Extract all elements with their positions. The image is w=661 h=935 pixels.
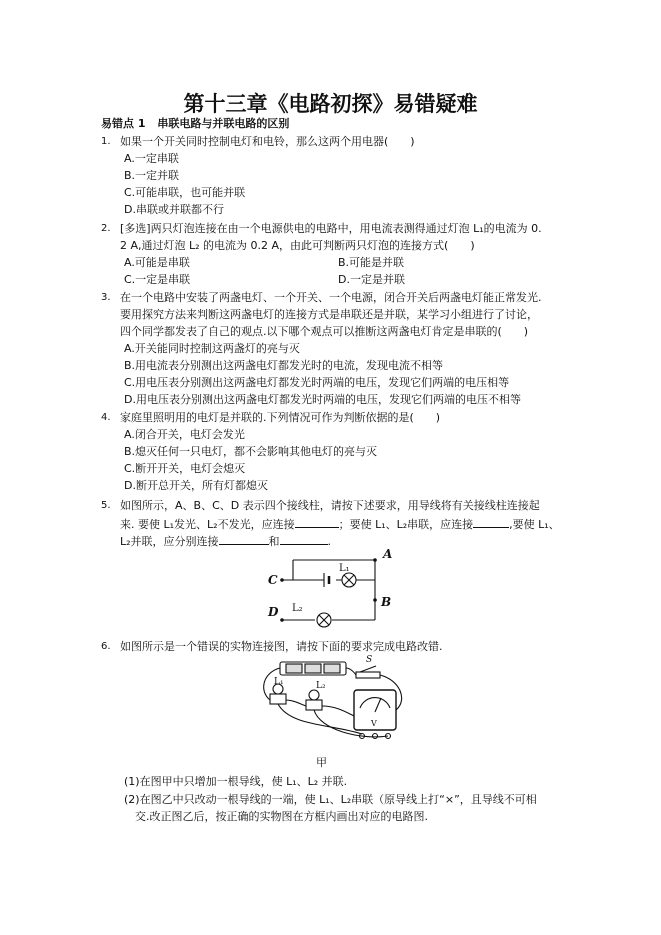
section-heading <box>101 117 289 131</box>
option-c: C.一定是串联 <box>124 273 191 286</box>
question-number: 6. <box>101 641 111 652</box>
option-d: D.串联或并联都不行 <box>124 203 224 216</box>
stem-text: . <box>327 535 332 548</box>
option-a: A.开关能同时控制这两盏灯的亮与灭 <box>124 342 300 355</box>
meter-label: V <box>371 719 377 728</box>
option-b: B.用电流表分别测出这两盏电灯都发光时的电流，发现电流不相等 <box>124 359 444 372</box>
section-label: 易错点 1 <box>101 117 146 130</box>
question-stem-line: [多选]两只灯泡连接在由一个电源供电的电路中，用电流表测得通过灯泡 L₁的电流为 0. <box>120 222 542 235</box>
stem-text: 和 <box>268 535 280 548</box>
figure-caption: 甲 <box>316 756 327 769</box>
section-text: 串联电路与并联电路的区别 <box>157 117 290 130</box>
question-stem: 家庭里照明用的电灯是并联的.下列情况可作为判断依据的是( ) <box>120 411 441 424</box>
voltmeter <box>354 690 396 739</box>
circuit-diagram-q5 <box>260 546 400 638</box>
question-stem: 如图所示是一个错误的实物连接图，请按下面的要求完成电路改错. <box>120 640 443 653</box>
stem-text: L₂并联，应分别连接 <box>120 535 219 548</box>
option-b: B.一定并联 <box>124 169 180 182</box>
label-d: D <box>268 605 279 619</box>
label-s: S <box>366 655 373 665</box>
lamp-l2-holder <box>306 690 322 710</box>
question-stem-line <box>120 516 560 532</box>
subquestion-2: (2)在图乙中只改动一根导线的一端，使 L₁、L₂串联（原导线上打“×”，且导线不可相 <box>124 793 537 806</box>
lamp-l2 <box>317 613 331 627</box>
label-l1: L₁ <box>339 563 350 574</box>
wire <box>322 706 354 716</box>
question-stem: 如果一个开关同时控制电灯和电铃，那么这两个用电器( ) <box>120 135 415 148</box>
stem-text: ,要使 L₁、 <box>509 518 560 531</box>
answer-blank[interactable] <box>219 533 269 545</box>
page-title: 第十三章《电路初探》易错疑难 <box>183 92 478 116</box>
subquestion-1: (1)在图甲中只增加一根导线，使 L₁、L₂ 并联. <box>124 775 348 788</box>
switch <box>356 666 380 678</box>
option-a: A.可能是串联 <box>124 256 190 269</box>
answer-blank[interactable] <box>280 533 328 545</box>
question-stem-line: 四个同学都发表了自己的观点.以下哪个观点可以推断这两盏电灯肯定是串联的( ) <box>120 325 529 338</box>
option-c: C.用电压表分别测出这两盏电灯都发光时两端的电压，发现它们两端的电压相等 <box>124 376 510 389</box>
terminal-b-dot <box>373 598 377 602</box>
label-l2: L₂ <box>292 603 303 614</box>
wire <box>286 700 306 706</box>
stem-text: ；要使 L₁、L₂串联，应连接 <box>338 518 474 531</box>
label-a: A <box>383 547 393 561</box>
question-stem-line: 要用探究方法来判断这两盏电灯的连接方式是串联还是并联，某学习小组进行了讨论， <box>120 308 538 321</box>
option-d: D.断开总开关，所有灯都熄灭 <box>124 479 268 492</box>
lamp-l1-holder <box>270 684 286 704</box>
option-a: A.一定串联 <box>124 152 179 165</box>
label-l2: L₂ <box>316 681 326 691</box>
label-c: C <box>268 573 278 587</box>
question-stem-line: 在一个电路中安装了两盏电灯、一个开关、一个电源，闭合开关后两盏电灯能正常发光. <box>120 291 542 304</box>
terminal-d-dot <box>280 618 284 622</box>
lamp-l1 <box>342 573 356 587</box>
circuit-photo-q6 <box>250 650 420 746</box>
label-l1: L₁ <box>274 677 284 687</box>
question-number: 4. <box>101 412 111 423</box>
wire <box>346 668 356 675</box>
option-d: D.一定是并联 <box>338 273 405 286</box>
option-d: D.用电压表分别测出这两盏电灯都发光时两端的电压，发现它们两端的电压不相等 <box>124 393 521 406</box>
question-number: 3. <box>101 292 111 303</box>
question-stem-line: 如图所示，A、B、C、D 表示四个接线柱，请按下述要求，用导线将有关接线柱连接起 <box>120 499 540 512</box>
question-number: 2. <box>101 223 111 234</box>
option-b: B.熄灭任何一只电灯，都不会影响其他电灯的亮与灭 <box>124 445 378 458</box>
option-c: C.可能串联，也可能并联 <box>124 186 246 199</box>
answer-blank[interactable] <box>473 516 509 528</box>
battery-pack <box>280 662 346 675</box>
terminal-c-dot <box>280 578 284 582</box>
question-number: 5. <box>101 500 111 511</box>
option-b: B.可能是并联 <box>338 256 405 269</box>
option-c: C.断开开关，电灯会熄灭 <box>124 462 246 475</box>
label-b: B <box>381 595 392 609</box>
subquestion-2-continued: 交.改正图乙后，按正确的实物图在方框内画出对应的电路图. <box>135 810 428 823</box>
question-number: 1. <box>101 136 111 147</box>
stem-text: 来. 要使 L₁发光、L₂不发光，应连接 <box>120 518 295 531</box>
option-a: A.闭合开关，电灯会发光 <box>124 428 245 441</box>
answer-blank[interactable] <box>295 516 339 528</box>
terminal-a-dot <box>373 558 377 562</box>
question-stem-line: 2 A,通过灯泡 L₂ 的电流为 0.2 A，由此可判断两只灯泡的连接方式( ) <box>120 239 475 252</box>
